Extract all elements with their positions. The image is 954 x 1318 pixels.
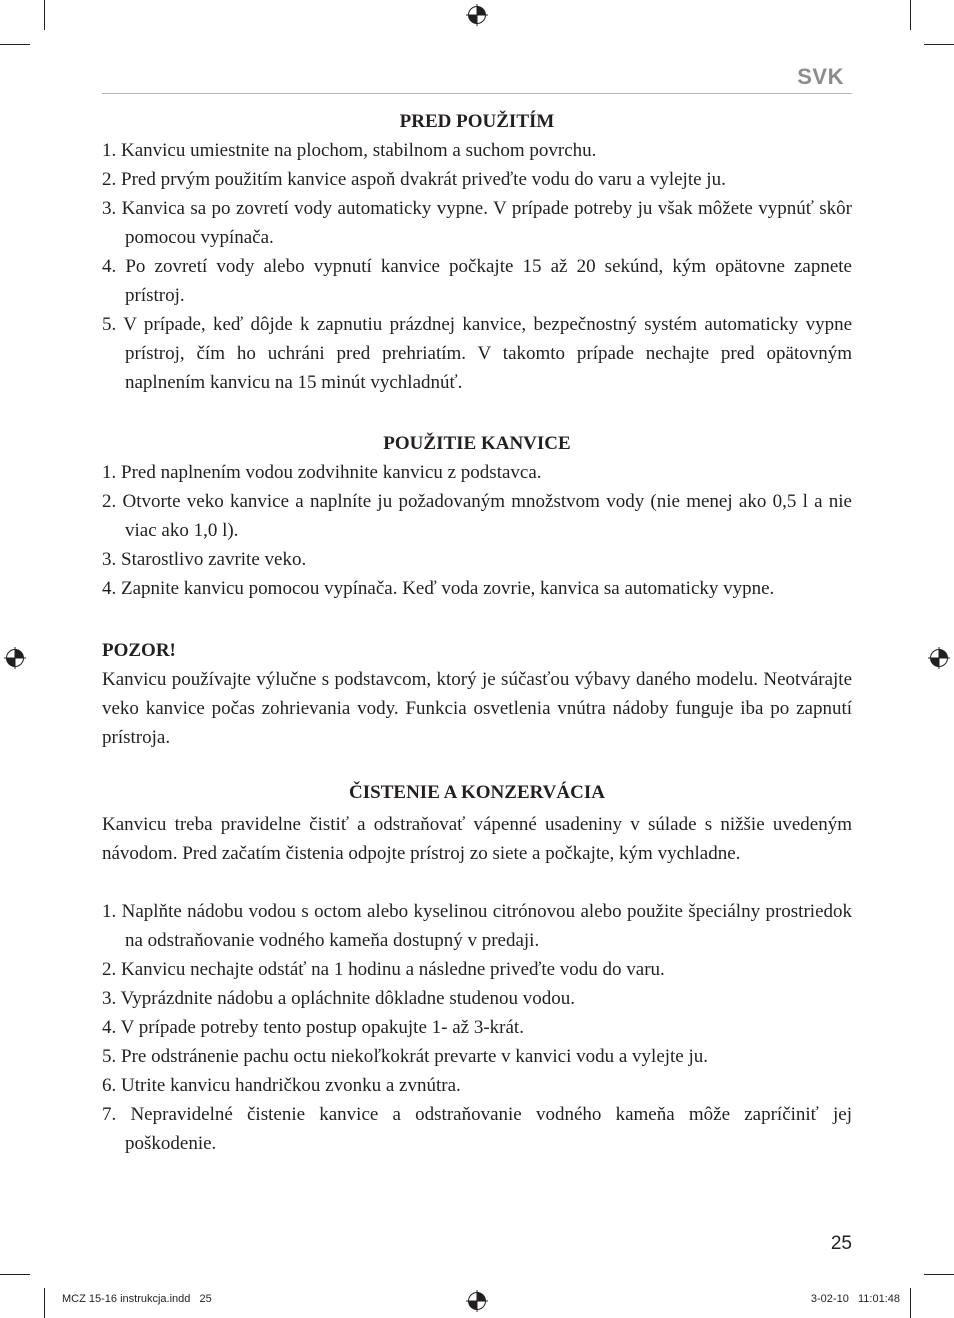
list-item: 1. Kanvicu umiestnite na plochom, stabilnom a suchom povrchu. <box>102 140 597 161</box>
before-use-list <box>102 136 852 397</box>
list-item: 2. Otvorte veko kanvice a naplníte ju požadovaným množstvom vody (nie menej ako 0,5 l a nie viac ako 1,0 l). <box>102 491 852 541</box>
section-heading-before-use: PRED POUŽITÍM <box>399 111 555 132</box>
list-item: 2. Kanvicu nechajte odstáť na 1 hodinu a následne priveďte vodu do varu. <box>102 959 665 980</box>
list-item: 4. Zapnite kanvicu pomocou vypínača. Keď voda zovrie, kanvica sa automaticky vypne. <box>102 578 775 599</box>
list-item: 1. Pred naplnením vodou zodvihnite kanvicu z podstavca. <box>102 462 542 483</box>
list-item: 4. V prípade potreby tento postup opakujte 1- až 3-krát. <box>102 1017 524 1038</box>
registration-mark-icon <box>466 4 488 26</box>
spacer <box>102 603 852 636</box>
crop-mark-top-right-vertical <box>910 0 911 30</box>
list-item: 3. Kanvica sa po zovretí vody automaticky vypne. V prípade potreby ju však môžete vypnúť skôr pomocou vypínača. <box>102 198 852 248</box>
warning-text: Kanvicu používajte výlučne s podstavcom, ktorý je súčasťou výbavy daného modelu. Neotvárajte veko kanvice počas zohrievania vody. Funkcia osvetlenia vnútra nádoby funguje iba po zapnutí prístroja. <box>102 669 852 748</box>
list-item: 2. Pred prvým použitím kanvice aspoň dvakrát priveďte vodu do varu a vylejte ju. <box>102 169 726 190</box>
list-item: 6. Utrite kanvicu handričkou zvonku a zvnútra. <box>102 1075 461 1096</box>
registration-mark-icon <box>466 1290 488 1312</box>
warning-title: POZOR! <box>102 640 176 661</box>
footer-timestamp: 3-02-10 11:01:48 <box>810 1293 900 1305</box>
list-item: 3. Vyprázdnite nádobu a opláchnite dôkladne studenou vodou. <box>102 988 575 1009</box>
crop-mark-bottom-right-vertical <box>910 1288 911 1318</box>
footer-file-name: MCZ 15-16 instrukcja.indd 25 <box>62 1293 212 1305</box>
kettle-use-list <box>102 458 852 603</box>
section-heading-cleaning: ČISTENIE A KONZERVÁCIA <box>349 782 605 803</box>
registration-mark-icon <box>4 647 26 669</box>
list-item: 1. Naplňte nádobu vodou s octom alebo kyselinou citrónovou alebo použite špeciálny prostriedok na odstraňovanie vodného kameňa dostupný v predaji. <box>102 901 852 951</box>
list-item: 7. Nepravidelné čistenie kanvice a odstraňovanie vodného kameňa môže zapríčiniť jej poškodenie. <box>102 1104 852 1154</box>
cleaning-intro: Kanvicu treba pravidelne čistiť a odstraňovať vápenné usadeniny v súlade s nižšie uvedeným návodom. Pred začatím čistenia odpojte prístroj zo siete a počkajte, kým vychladne. <box>102 814 852 864</box>
section-heading-kettle-use: POUŽITIE KANVICE <box>383 433 571 454</box>
crop-mark-bottom-right-horizontal <box>924 1274 954 1275</box>
crop-mark-bottom-left-horizontal <box>0 1274 30 1275</box>
header-rule <box>102 93 852 94</box>
page-number: 25 <box>830 1233 852 1254</box>
crop-mark-bottom-left-vertical <box>44 1288 45 1318</box>
crop-mark-top-right-horizontal <box>924 44 954 45</box>
page-content <box>102 107 852 1158</box>
list-item: 3. Starostlivo zavrite veko. <box>102 549 307 570</box>
spacer <box>102 868 852 897</box>
spacer <box>102 397 852 429</box>
crop-mark-top-left-vertical <box>44 0 45 30</box>
cleaning-list <box>102 897 852 1158</box>
list-item: 4. Po zovretí vody alebo vypnutí kanvice počkajte 15 až 20 sekúnd, kým opätovne zapnete prístroj. <box>102 256 852 306</box>
list-item: 5. V prípade, keď dôjde k zapnutiu prázdnej kanvice, bezpečnostný systém automaticky vypne prístroj, čím ho uchráni pred prehriatím. V takomto prípade nechajte pred opätovným naplnením kanvicu na 15 minút vychladnúť. <box>102 314 852 393</box>
language-code: SVK <box>797 64 844 89</box>
registration-mark-icon <box>928 647 950 669</box>
spacer <box>102 752 852 778</box>
list-item: 5. Pre odstránenie pachu octu niekoľkokrát prevarte v kanvici vodu a vylejte ju. <box>102 1046 709 1067</box>
crop-mark-top-left-horizontal <box>0 44 30 45</box>
